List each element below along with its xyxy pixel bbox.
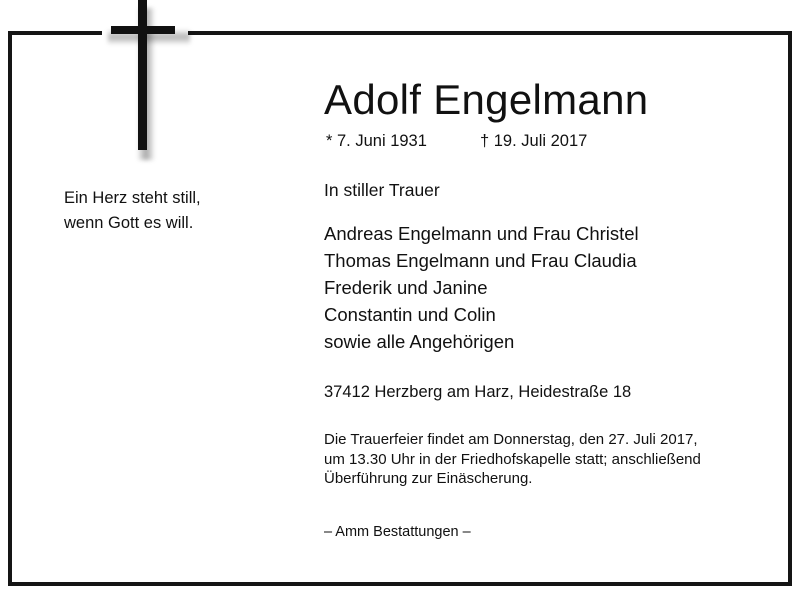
address: 37412 Herzberg am Harz, Heidestraße 18 — [324, 383, 632, 401]
motto-line: Ein Herz steht still, — [64, 189, 201, 207]
mourner-line: Thomas Engelmann und Frau Claudia — [324, 250, 637, 271]
motto-line: wenn Gott es will. — [64, 214, 194, 232]
deceased-name: Adolf Engelmann — [324, 76, 649, 123]
mourner-line: Constantin und Colin — [324, 304, 496, 325]
funeral-line: um 13.30 Uhr in der Friedhofskapelle statt; anschließend — [324, 450, 701, 468]
mourning-intro: In stiller Trauer — [324, 180, 440, 200]
funeral-notice — [324, 430, 764, 489]
mourner-line: sowie alle Angehörigen — [324, 331, 515, 352]
death-date: † 19. Juli 2017 — [480, 132, 588, 150]
mourners-list — [324, 220, 639, 355]
mourner-line: Andreas Engelmann und Frau Christel — [324, 223, 639, 244]
funeral-line: Überführung zur Einäscherung. — [324, 470, 533, 487]
funeral-line: Die Trauerfeier findet am Donnerstag, den 27. Juli 2017, — [324, 431, 698, 448]
birth-date: * 7. Juni 1931 — [326, 132, 427, 150]
undertaker: – Amm Bestattungen – — [324, 524, 471, 540]
mourner-line: Frederik und Janine — [324, 277, 488, 298]
motto — [64, 186, 201, 236]
